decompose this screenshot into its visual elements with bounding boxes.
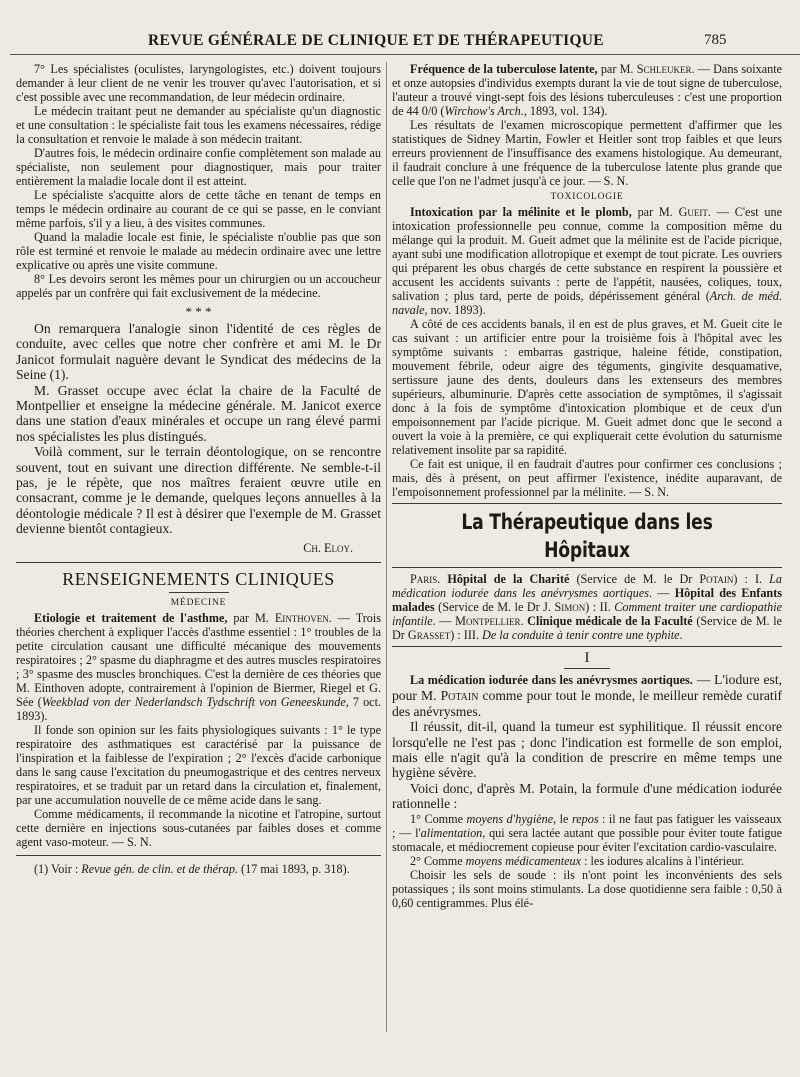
text-run: . — C'est une intoxication professionnelle peu connue, comme la composition même du mélange qui la produit. M. Gueit admet que la mélinite est de l'acide picrique, ayant subi une modification allotropique et exempt de tout picrate. Les ouvriers qui préparent les obus chargés de cette substance en respirent la poussière et accusent les accidents suivants : perte de l'appétit, nausées, coliques, toux, salivation ; plus tard, perte de poids, dépérissement général ( [392,205,782,303]
text-run: (Service de M. le Dr [392,614,783,642]
lesson-body [392,672,782,719]
text-run: (1) Voir : [34,861,82,876]
text-run: . — Dans soixante et onze autopsies d'individus exempts durant la vie de tout signe de tuberculose, l'auteur a trouvé vingt-sept fois des lésions tuberculeuses : c'est une proportion de 44 0/0 ( [392,62,782,118]
subsection-heading: MÉDECINE [170,597,227,608]
text-run: . — [432,614,456,628]
author-name: Potain [699,572,734,586]
text-run: comme pour tout le monde, le meilleur remède curatif des anévrysmes. [392,688,782,719]
text-run: Paris. [410,572,441,586]
article-title: Etiologie et traitement de l'asthme, [34,610,228,625]
running-title: REVUE GÉNÉRALE DE CLINIQUE ET DE THÉRAPEUTIQUE [148,32,604,49]
paragraph [392,854,782,868]
text-run: : il ne faut pas fatiguer les vaisseaux ; — l' [392,811,783,840]
asterism: * * * [185,304,212,319]
text-run: par M. [631,205,679,219]
text-run: (Service de M. le Dr J. [434,600,555,614]
text-run: 1° Comme [410,811,467,826]
text-run: 2° Comme [410,853,466,868]
title-underline [564,668,610,669]
section-rule [392,646,782,647]
journal-reference: Revue gén. de clin. et de thérap. [81,861,238,876]
article-tuberculose [392,62,782,118]
article-title: La médication iodurée dans les anévrysmes aortiques. [410,673,693,687]
author-name: Potain [440,688,479,704]
emphasis: repos [571,811,599,826]
paragraph: Le spécialiste s'acquitte alors de cette tâche en tenant de temps en temps le médecin ordinaire au courant de ce qui se passe, en le conviant même parfois, s'il y a lieu, à des visites communes. [16,188,381,230]
paragraph: A côté de ces accidents banals, il en est de plus graves, et M. Gueit cite le cas suivant : un artificier entre pour la troisième fois à l'hôpital avec les symptôme suivants : embarras gastrique, haleine fétide, constipation, mouvement fébrile, odeur aigre des téguments, gingivite desquamative, sertissure jaune des dents, douleurs dans les extenseurs des membres supérieurs, albuminurie. D'après cette association de symptômes, il s'agissait donc à la fois de symptôme d'intoxication plombique et de ceux d'un empoisonnement par l'acide picrique. M. Gueit admet donc que le second a ouvert la voie à la première, ce qui expliquerait cette évolution du saturnisme relativement insolite par sa rapidité. [392,317,782,457]
paragraph: D'autres fois, le médecin ordinaire confie complètement son malade au spécialiste, non seulement pour diagnostiquer, mais pour traiter entièrement la maladie locale dont il est atteint. [16,146,381,188]
text-run: ) : I. [733,572,770,586]
text-run: , 1893, vol. 134). [523,104,608,118]
page-number: 785 [704,32,727,48]
subsection-heading: TOXICOLOGIE [550,192,624,202]
right-column [392,62,782,910]
article-melinite [392,205,782,317]
lesson-title: La médication iodurée dans les anévrysmes aortiques [392,572,782,600]
section-rule [392,503,782,504]
text-run: — L'iodure est, pour M. [392,672,783,704]
text-run: , 7 oct. 1893). [16,694,381,723]
emphasis: alimentation [420,825,483,840]
paragraph: On remarquera l'analogie sinon l'identité de ces règles de conduite, avec celles que notre cher confrère et ami M. le Dr Janicot formulait naguère devant le Syndicat des médecins de la Seine (1). [16,321,381,383]
text-run: ) : III. [450,628,483,642]
author-name: Einthoven [274,610,329,625]
paragraph: Comme médicaments, il recommande la nicotine et l'atropine, surtout cette dernière en injections sous-cutanées par faibles doses et comme agent vaso-moteur. — S. N. [16,806,381,849]
article-asthme [16,611,381,723]
paragraph: Les résultats de l'examen microscopique permettent d'affirmer que les statistiques de Sidney Martin, Fowler et Heitler sont trop faibles et que leurs erreurs proviennent de l'insuffisance des examens histologique. Au demeurant, il faudrait conclure à une fréquence de la tuberculose latente plus grande que celle que l'on ne l'admet jusqu'à ce jour. — S. N. [392,118,782,188]
journal-reference: Arch. de méd. navale [392,289,782,317]
journal-reference: Wirchow's Arch. [444,104,524,118]
lesson-number: I [584,650,590,666]
paragraph: Quand la maladie locale est finie, le spécialiste n'oublie pas que son rôle est terminé et renvoie le malade au médecin ordinaire avec une lettre explicative ou après une visite commune. [16,230,381,272]
title-underline [169,592,229,593]
paragraph: M. Grasset occupe avec éclat la chaire de la Faculté de Montpellier et enseigne la médecine générale. M. Janicot exerce dans une station d'eaux minérales et occupe un rang élevé parmi nos spécialistes les plus distingués. [16,382,381,444]
hospital-name: Hôpital de la Charité [447,572,570,586]
text-run: (Service de M. le Dr [569,572,700,586]
hospital-name: Clinique médicale de la Faculté [523,614,693,628]
emphasis: moyens d'hygiène [466,811,554,826]
text-run: . — [649,586,675,600]
paragraph: 7° Les spécialistes (oculistes, laryngologistes, etc.) doivent toujours demander à leur client de ne venir les trouver qu'avec l'autorisation, et si c'est possible avec une recommandation, de leur médecin ordinaire. [16,62,381,104]
footnote-rule [16,855,381,856]
emphasis: moyens médicamenteux [465,853,582,868]
paragraph: Il fonde son opinion sur les faits physiologiques suivants : 1° le type respiratoire des asthmatiques est caractérisé par la puissance de l'inspiration et la faiblesse de l'expiration ; 2° l'excès d'acide carbonique dans le sang cause l'excitation du pneumogastrique et des centres nerveux respiratoires, et se traduit par un retard dans la circulation et, finalement, par une accumulation nouvelle de ce même acide dans le sang. [16,722,381,807]
hospital-contents [392,572,782,642]
left-column [16,62,381,877]
paragraph: Voilà comment, sur le terrain déontologique, on se rencontre souvent, tout en suivant une direction différente. Ne semble-t-il pas, je le répète, que nos maîtres feraient œuvre utile en consacrant, comme je le demande, quelques leçons annuelles à la déontologie médicale ? Il est à désirer que l'exemple de M. Grasset devienne bientôt contagieux. [16,444,381,537]
lesson-title: De la conduite à tenir contre une typhite [482,628,680,642]
text-run: Montpellier. [455,614,524,628]
page-header [0,0,800,56]
section-rule [392,567,782,568]
text-run: , nov. 1893). [424,303,486,317]
author-name: Schleuker [636,62,692,76]
paragraph: 8° Les devoirs seront les mêmes pour un chirurgien ou un accoucheur appelés par un confrère qui fait exclusivement de la médecine. [16,272,381,300]
header-rule [10,54,800,55]
article-title: Fréquence de la tuberculose latente, [410,62,598,76]
section-title: RENSEIGNEMENTS CLINIQUES [62,568,335,589]
text-run: , le [553,811,572,826]
text-run: . — Trois théories cherchent à expliquer l'accès d'asthme essentiel : 1° troubles de la petite circulation causant une difficulté mécanique des mouvements respiratoires ; 2° spasme du diaphragme et des autres muscles respiratoires ; 3° spasme des muscles bronchiques. C'est la dernière de ces théories que M. Einthoven adopte, contrairement à l'opinion de Biermer, Riegel et G. Sée ( [16,610,382,709]
author-name: Simon [554,600,586,614]
section-banner: La Thérapeutique dans les Hôpitaux [461,510,713,562]
paragraph: Ce fait est unique, il en faudrait d'autres pour confirmer ces conclusions ; mais, dès à présent, on peut affirmer l'existence, inédite auparavant, de l'empoisonnement professionnel par la mélinite. — S. N. [392,457,782,499]
text-run: : les iodures alcalins à l'intérieur. [581,853,745,868]
author-name: Gueit [678,205,708,219]
article-title: Intoxication par la mélinite et le plomb, [410,205,632,219]
text-run: par M. [597,62,637,76]
hospital-name: Hôpital des Enfants malades [392,586,783,614]
text-run: (17 mai 1893, p. 318). [237,861,350,876]
lesson-title: Comment traiter une cardiopathie infantile [392,600,783,628]
footnote [16,862,381,877]
signature: Ch. Eloy. [303,540,353,555]
paragraph [392,812,782,854]
text-run: . [679,628,683,642]
text-run: ) : II. [585,600,615,614]
author-name: Grasset [407,628,451,642]
text-run: par M. [227,610,275,625]
column-separator [386,62,387,1032]
paragraph: Le médecin traitant peut ne demander au spécialiste qu'un diagnostic et une consultation : le spécialiste fait tous les examens nécessaires, rédige la consultation et renvoie le malade à son médecin traitant. [16,104,381,146]
section-rule [16,562,381,563]
paragraph: Voici donc, d'après M. Potain, la formule d'une médication iodurée rationnelle : [392,780,782,812]
journal-reference: Weekblad von der Nederlandsch Tydschrift von Geneeskunde [41,694,346,709]
text-run: , qui sera lactée autant que possible pour éviter toute fatigue stomacale, et médiocrement copieuse pour éviter l'excitation cardio-vasculaire. [392,825,783,854]
paragraph: Choisir les sels de soude : ils n'ont point les inconvénients des sels potassiques ; ils sont moins stimulants. La dose quotidienne sera faible : 0,50 à 0,60 centigrammes. Plus élé- [392,867,782,910]
paragraph: Il réussit, dit-il, quand la tumeur est syphilitique. Il réussit encore lorsqu'elle ne l'est pas ; donc l'indication est formelle de son emploi, mais elle n'agit qu'à la condition de prescrire en même temps une hygiène sévère. [392,719,782,781]
